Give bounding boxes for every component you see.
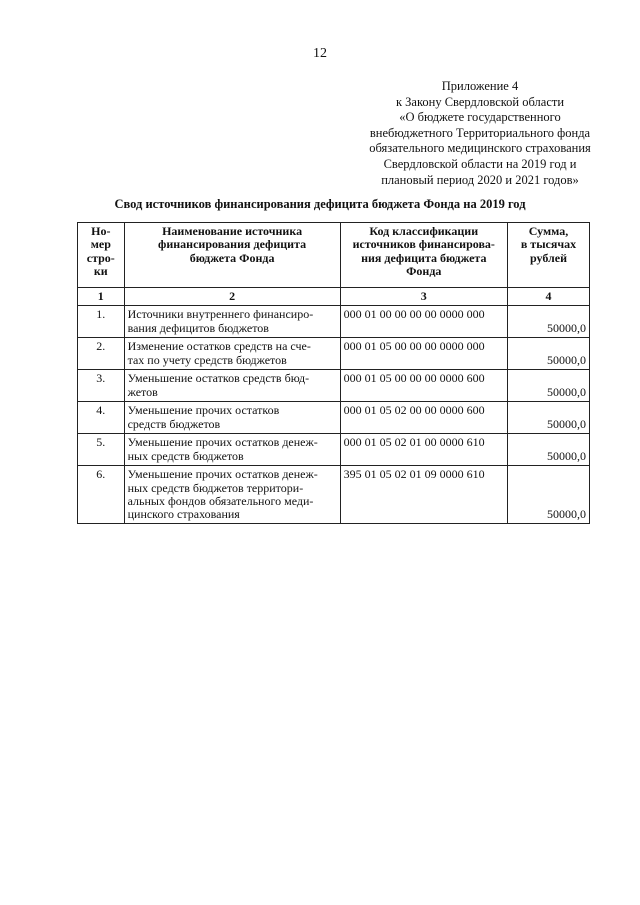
name-line: Уменьшение прочих остатков денеж- <box>127 467 318 482</box>
name-line: ных средств бюджетов территори- <box>127 480 304 495</box>
appendix-line: Свердловской области на 2019 год и <box>383 156 577 171</box>
row-number: 6. <box>78 466 125 524</box>
name-line: Источники внутреннего финансиро- <box>127 307 314 322</box>
header-line: рублей <box>529 250 567 265</box>
classification-code: 395 01 05 02 01 09 0000 610 <box>340 466 507 524</box>
table-row <box>78 434 590 466</box>
source-name <box>124 466 340 524</box>
page-number: 12 <box>313 46 327 61</box>
column-number: 3 <box>340 288 507 306</box>
appendix-line: внебюджетного Территориального фонда <box>369 125 591 140</box>
column-number: 1 <box>78 288 125 306</box>
appendix-line: к Закону Свердловской области <box>395 94 565 109</box>
header-line: финансирования дефицита <box>158 237 307 252</box>
header-source-name <box>124 223 340 288</box>
sum-value: 50000,0 <box>507 306 589 338</box>
row-number: 5. <box>78 434 125 466</box>
table-row <box>78 466 590 524</box>
sum-value: 50000,0 <box>507 370 589 402</box>
table-row <box>78 306 590 338</box>
header-line: ки <box>93 263 108 278</box>
table-row <box>78 370 590 402</box>
source-name <box>124 370 340 402</box>
header-sum <box>507 223 589 288</box>
row-number: 2. <box>78 338 125 370</box>
name-line: Уменьшение прочих остатков денеж- <box>127 435 318 450</box>
name-line: альных фондов обязательного меди- <box>127 493 314 508</box>
source-name <box>124 338 340 370</box>
source-name <box>124 434 340 466</box>
header-line: мер <box>90 237 111 252</box>
sum-value: 50000,0 <box>507 338 589 370</box>
name-line: Уменьшение остатков средств бюд- <box>127 371 310 386</box>
name-line: Уменьшение прочих остатков <box>127 403 280 418</box>
name-line: средств бюджетов <box>127 416 221 431</box>
name-line: тах по учету средств бюджетов <box>127 352 287 367</box>
row-number: 4. <box>78 402 125 434</box>
header-line: ния дефицита бюджета <box>361 250 487 265</box>
appendix-line: плановый период 2020 и 2021 годов» <box>381 172 579 187</box>
sum-value: 50000,0 <box>507 466 589 524</box>
document-title: Свод источников финансирования дефицита бюджета Фонда на 2019 год <box>114 197 526 211</box>
header-line: Код классификации <box>369 224 479 238</box>
column-numbers-row <box>78 288 590 306</box>
header-line: в тысячах <box>520 237 577 252</box>
header-line: стро- <box>86 250 115 265</box>
header-line: Фонда <box>406 263 442 278</box>
name-line: Изменение остатков средств на сче- <box>127 339 311 354</box>
header-line: Наименование источника <box>162 224 303 238</box>
header-classification-code <box>340 223 507 288</box>
source-name <box>124 402 340 434</box>
table-header-row <box>78 223 590 288</box>
header-line: Сумма, <box>528 224 569 238</box>
classification-code: 000 01 05 00 00 00 0000 000 <box>340 338 507 370</box>
appendix-line: Приложение 4 <box>441 79 519 93</box>
sum-value: 50000,0 <box>507 434 589 466</box>
row-number: 1. <box>78 306 125 338</box>
column-number: 4 <box>507 288 589 306</box>
table-row <box>78 402 590 434</box>
sources-table <box>77 222 590 524</box>
appendix-line: «О бюджете государственного <box>399 110 561 125</box>
header-line: бюджета Фонда <box>189 250 275 265</box>
appendix-header <box>350 79 610 188</box>
header-line: источников финансирова- <box>352 237 495 252</box>
name-line: вания дефицитов бюджетов <box>127 320 269 335</box>
name-line: жетов <box>127 384 158 399</box>
table-row <box>78 338 590 370</box>
name-line: ных средств бюджетов <box>127 448 244 463</box>
header-line: Но- <box>91 224 111 238</box>
classification-code: 000 01 05 00 00 00 0000 600 <box>340 370 507 402</box>
classification-code: 000 01 00 00 00 00 0000 000 <box>340 306 507 338</box>
classification-code: 000 01 05 02 00 00 0000 600 <box>340 402 507 434</box>
sum-value: 50000,0 <box>507 402 589 434</box>
row-number: 3. <box>78 370 125 402</box>
header-row-number <box>78 223 125 288</box>
source-name <box>124 306 340 338</box>
column-number: 2 <box>124 288 340 306</box>
name-line: цинского страхования <box>127 507 240 522</box>
classification-code: 000 01 05 02 01 00 0000 610 <box>340 434 507 466</box>
appendix-line: обязательного медицинского страхования <box>369 141 591 156</box>
